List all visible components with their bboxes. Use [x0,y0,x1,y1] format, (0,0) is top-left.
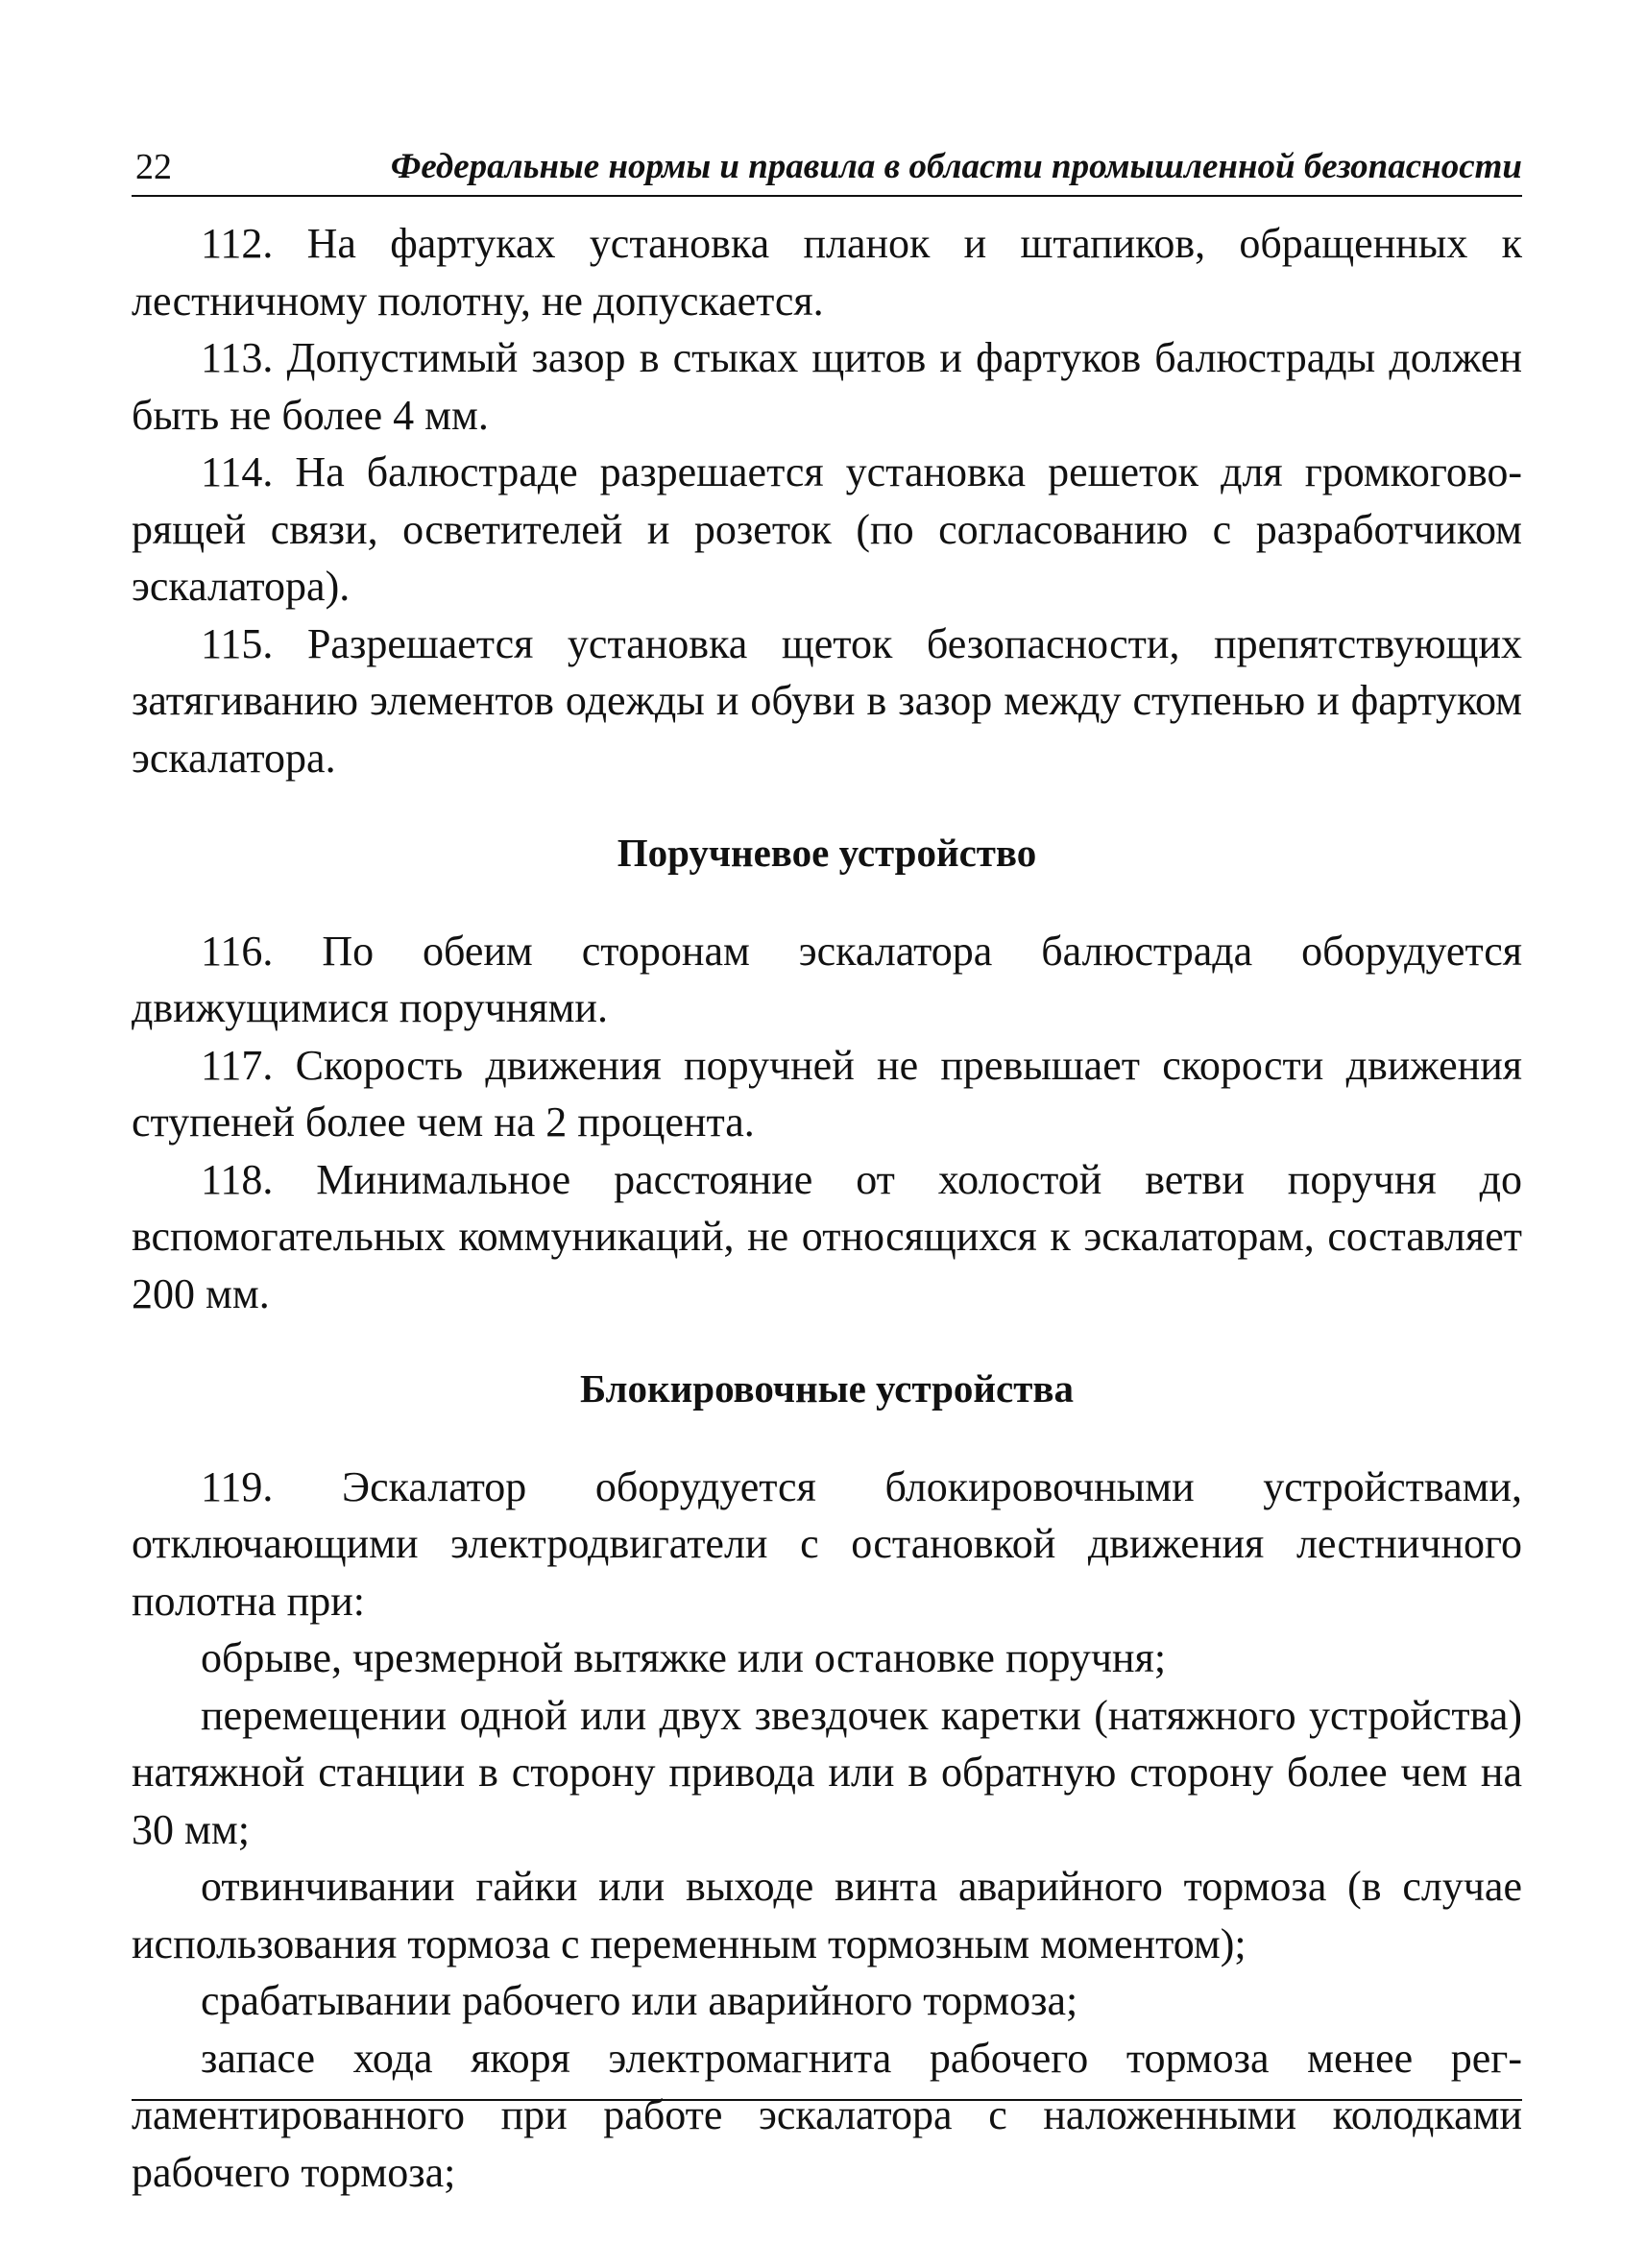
page-header [132,140,1522,194]
document-body [132,215,1522,2201]
paragraph-119: 119. Эскалатор оборудуется блокировочными устройствами, отключающими электродвигатели с остановкой движения лестничного полотна при: [132,1462,1522,1625]
paragraph-113: 113. Допустимый зазор в стыках щитов и фартуков балюстрады должен быть не более 4 мм. [132,334,1522,439]
list-item: срабатывании рабочего или аварийного тормоза; [201,1977,1078,2024]
page-number: 22 [135,147,172,187]
paragraph-117: 117. Скорость движения поручней не превышает скорости движения ступеней более чем на 2 процента. [132,1041,1522,1146]
footer-rule [132,2099,1522,2101]
list-item: перемещении одной или двух звездочек каретки (натяжного устройства) натяжной станции в сторону привода или в обратную сторону более чем на 30 мм; [132,1691,1522,1853]
list-item: отвинчивании гайки или выходе винта аварийного тормоза (в случае использования тормоза с переменным тормозным моментом); [132,1863,1522,1967]
header-rule [132,195,1522,197]
list-item: запасе хода якоря электромагнита рабочего тормоза менее регламентированного при работе эскалатора с наложенными колодками рабочего тормоза; [132,2034,1522,2196]
running-title: Федеральные нормы и правила в области промышленной безопасности [390,147,1522,186]
paragraph-116: 116. По обеим сторонам эскалатора балюстрада оборудуется движущимися поручнями. [132,927,1522,1031]
paragraph-115: 115. Разрешается установка щеток безопасности, препятствующих затягиванию элементов одежды и обуви в зазор между ступенью и фартуком эскалатора. [132,619,1522,782]
paragraph-112: 112. На фартуках установка планок и штапиков, обращенных к лестничному полотну, не допускается. [132,220,1522,325]
list-item: обрыве, чрезмерной вытяжке или остановке поручня; [201,1634,1167,1681]
section-title-handrail: Поручневое устройство [617,831,1037,875]
section-title-interlocks: Блокировочные устройства [579,1366,1075,1411]
paragraph-118: 118. Минимальное расстояние от холостой ветви поручня до вспомогательных коммуникаций, не относящихся к эскалаторам, составляет 200 мм. [132,1155,1522,1317]
paragraph-114: 114. На балюстраде разрешается установка решеток для громкоговорящей связи, осветителей и розеток (по согласованию с разработчиком эскалатора). [132,448,1522,610]
